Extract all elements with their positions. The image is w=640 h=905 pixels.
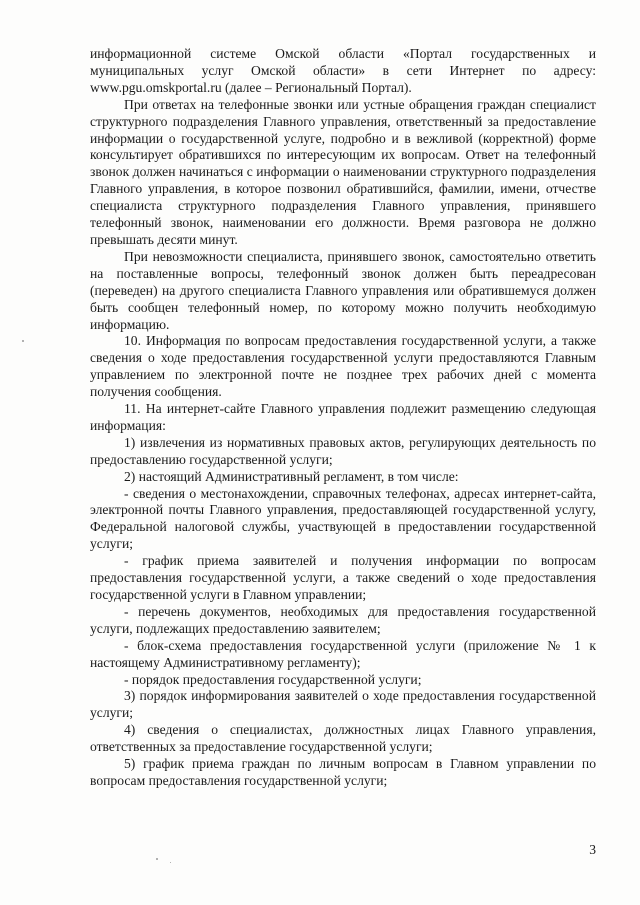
- document-body: [90, 46, 596, 790]
- list-item-3: 3) порядок информирования заявителей о ходе предоставления государственной услуги;: [90, 688, 596, 721]
- scan-speck: [170, 862, 171, 863]
- scan-speck: [156, 858, 158, 860]
- list-item-1: 1) извлечения из нормативных правовых актов, регулирующих деятельность по предоставлению государственной услуги;: [90, 434, 596, 467]
- sublist-item-documents: - перечень документов, необходимых для предоставления государственной услуги, подлежащих предоставлению заявителем;: [90, 603, 596, 636]
- page-number: 3: [589, 842, 596, 857]
- paragraph-item-10: 10. Информация по вопросам предоставления государственной услуги, а также сведения о ходе предоставления государственной услуги предоставляются Главным управлением по электронной почте не позднее трех рабочих дней с момента получения сообщения.: [90, 333, 596, 400]
- list-item-4: 4) сведения о специалистах, должностных лицах Главного управления, ответственных за предоставление государственной услуги;: [90, 722, 596, 755]
- sublist-item-schedule: - график приема заявителей и получения информации по вопросам предоставления государственной услуги, а также сведений о ходе предоставления государственной услуги в Главном управлении;: [90, 553, 596, 602]
- list-item-2: 2) настоящий Административный регламент, в том числе:: [124, 468, 459, 484]
- paragraph-item-11: 11. На интернет-сайте Главного управления подлежит размещению следующая информация:: [90, 401, 596, 433]
- paragraph-portal-address: информационной системе Омской области «Портал государственных и муниципальных услуг Омской области» в сети Интернет по адресу: www.pgu.omskportal.ru (далее – Региональный Портал).: [90, 46, 596, 95]
- sublist-item-flowchart: - блок-схема предоставления государственной услуги (приложение № 1 к настоящему Административному регламенту);: [90, 637, 596, 670]
- sublist-item-location: - сведения о местонахождении, справочных телефонах, адресах интернет-сайта, электронной почты Главного управления, предоставляющей государственной услугу, Федеральной налоговой службы, участвующей в предоставлении государственной услуги;: [90, 485, 596, 552]
- sublist-item-procedure: - порядок предоставления государственной услуги;: [124, 671, 422, 687]
- scan-speck: [22, 340, 24, 342]
- paragraph-call-redirect: При невозможности специалиста, принявшего звонок, самостоятельно ответить на поставленные вопросы, телефонный звонок должен быть переадресован (переведен) на другого специалиста Главного управления или обратившемуся должен быть сообщен телефонный номер, по которому можно получить необходимую информацию.: [90, 248, 596, 332]
- paragraph-phone-consultation: При ответах на телефонные звонки или устные обращения граждан специалист структурного подразделения Главного управления, ответственный за предоставление информации о государственной услуге, подробно и в вежливой (корректной) форме консультирует обратившихся по интересующим их вопросам. Ответ на телефонный звонок должен начинаться с информации о наименовании структурного подразделения Главного управления, в которое позвонил обратившийся, фамилии, имени, отчестве специалиста структурного подразделения Главного управления, принявшего телефонный звонок, наименовании его должности. Время разговора не должно превышать десяти минут.: [90, 96, 596, 247]
- list-item-5: 5) график приема граждан по личным вопросам в Главном управлении по вопросам предоставления государственной услуги;: [90, 756, 596, 788]
